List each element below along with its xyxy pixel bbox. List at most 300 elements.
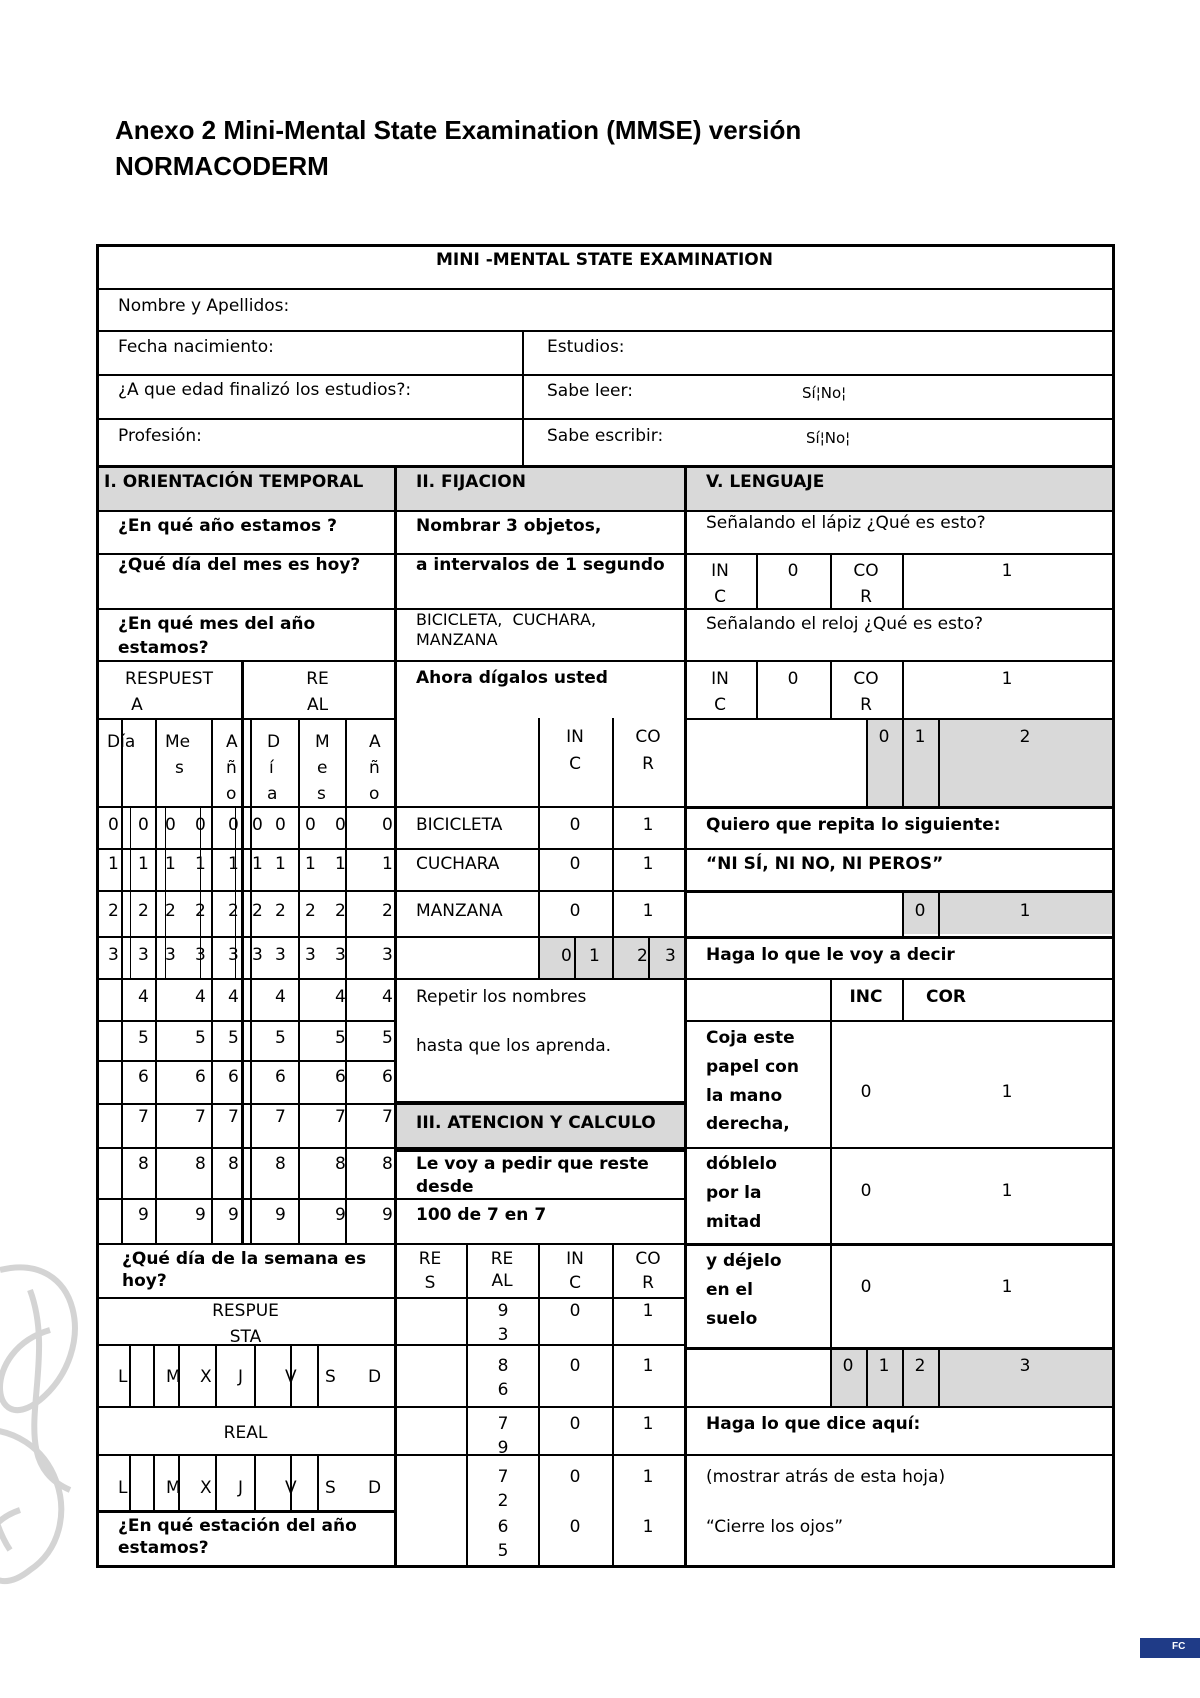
digit-cell[interactable]: 1: [335, 854, 346, 874]
digit-cell[interactable]: 3: [382, 945, 393, 965]
q-mes-2: estamos?: [118, 638, 209, 658]
grid-line-v: [241, 660, 244, 1243]
len-coja-2: papel con: [706, 1057, 799, 1077]
fij-score-1[interactable]: 1: [589, 946, 600, 966]
grid-line-h: [96, 418, 1112, 420]
section-orientacion: I. ORIENTACIÓN TEMPORAL: [104, 472, 364, 492]
digit-cell[interactable]: 8: [275, 1154, 286, 1174]
digit-cell[interactable]: 0: [108, 815, 119, 835]
grid-line-h: [684, 890, 1112, 893]
digit-cell[interactable]: 2: [195, 901, 206, 921]
grid-line-h: [96, 1406, 394, 1408]
digit-cell[interactable]: 8: [195, 1154, 206, 1174]
digit-cell[interactable]: 5: [275, 1028, 286, 1048]
grid-line-h: [96, 330, 1112, 332]
grid-line-h: [96, 1198, 394, 1200]
fij-item-manzana: MANZANA: [416, 901, 503, 921]
aten-res-1: RE: [418, 1249, 442, 1269]
weekday-cell[interactable]: J: [238, 1367, 244, 1387]
atencion-score-cell[interactable]: 1: [642, 1356, 654, 1376]
digit-cell[interactable]: 0: [165, 815, 176, 835]
aten-real-2: AL: [491, 1271, 513, 1291]
atencion-score-cell[interactable]: 1: [642, 1414, 654, 1434]
atencion-score-cell[interactable]: 1: [642, 1467, 654, 1487]
grid-line-h: [96, 374, 1112, 376]
grid-line-h: [684, 660, 1112, 662]
digit-cell[interactable]: 7: [335, 1107, 346, 1127]
len-doblelo-cor[interactable]: 1: [1001, 1181, 1013, 1201]
grid-line-h: [96, 244, 1112, 247]
fij-score-2[interactable]: 2: [637, 946, 648, 966]
digit-cell[interactable]: 9: [195, 1205, 206, 1225]
respue-label-1: RESPUE: [212, 1301, 279, 1321]
len-doblelo-3: mitad: [706, 1212, 762, 1232]
digit-cell[interactable]: 4: [138, 987, 149, 1007]
aten-cor-1: CO: [635, 1249, 661, 1269]
grid-line-h: [96, 1103, 394, 1105]
len-reloj-cor-2: R: [860, 695, 872, 715]
len-mostrar: (mostrar atrás de esta hoja): [706, 1467, 946, 1487]
len-lapiz-cor-2: R: [860, 587, 872, 607]
fij-score-0[interactable]: 0: [561, 946, 572, 966]
grid-line-h: [96, 1297, 394, 1299]
section-fijacion: II. FIJACION: [416, 472, 526, 492]
grid-line-h: [684, 936, 1112, 939]
q-semana-1: ¿Qué día de la semana es: [122, 1249, 367, 1269]
digit-cell[interactable]: 3: [275, 945, 286, 965]
fij-item-bicicleta: BICICLETA: [416, 815, 503, 835]
weekday-cell[interactable]: V: [285, 1367, 297, 1387]
grid-line-h: [684, 1454, 1112, 1456]
footer-badge-text: FC: [1172, 1641, 1186, 1652]
col-mes2-b: e: [317, 758, 328, 778]
footer-badge: [1140, 1638, 1200, 1658]
len-frase-score-0[interactable]: 0: [914, 901, 926, 921]
grid-line-h: [684, 848, 1112, 850]
grid-line-h: [684, 806, 1112, 809]
weekday-cell[interactable]: X: [200, 1367, 212, 1387]
len-lapiz-inc-1: IN: [711, 561, 729, 581]
len-dejelo-cor[interactable]: 1: [1001, 1277, 1013, 1297]
digit-cell[interactable]: 5: [195, 1028, 206, 1048]
digit-cell[interactable]: 0: [252, 815, 263, 835]
fij-intervalos: a intervalos de 1 segundo: [416, 555, 665, 575]
q-estacion-1: ¿En qué estación del año: [118, 1516, 357, 1536]
len-score1-2[interactable]: 2: [1019, 727, 1031, 747]
len-doblelo-1: dóblelo: [706, 1154, 777, 1174]
respuesta-label: RESPUEST: [125, 669, 213, 689]
digit-cell[interactable]: 6: [195, 1067, 206, 1087]
sabe-escribir-label: Sabe escribir:: [547, 426, 664, 446]
digit-cell[interactable]: 9: [275, 1205, 286, 1225]
len-score1-1[interactable]: 1: [914, 727, 926, 747]
atencion-score-cell[interactable]: 0: [569, 1414, 581, 1434]
fij-objetos-1: BICICLETA, CUCHARA,: [416, 610, 597, 629]
q-estacion-2: estamos?: [118, 1538, 209, 1558]
grid-line-v: [298, 718, 300, 1243]
digit-cell[interactable]: 3: [305, 945, 316, 965]
grid-line-h: [96, 936, 394, 938]
grid-line-v: [538, 936, 540, 978]
sabe-leer-options[interactable]: Sí¦No¦: [802, 384, 847, 402]
atencion-real-digit: 7: [497, 1414, 509, 1434]
grid-line-v: [130, 806, 131, 978]
digit-cell[interactable]: 1: [138, 854, 149, 874]
grid-line-h: [394, 1101, 684, 1104]
fij-score-3[interactable]: 3: [665, 946, 676, 966]
digit-cell[interactable]: 2: [275, 901, 286, 921]
title-line-1: Anexo 2 Mini-Mental State Examination (MMSE) versión: [115, 115, 802, 145]
atencion-score-cell[interactable]: 1: [642, 1517, 654, 1537]
fij-manzana-cor[interactable]: 1: [642, 901, 654, 921]
atencion-score-cell[interactable]: 1: [642, 1301, 654, 1321]
digit-cell[interactable]: 6: [382, 1067, 393, 1087]
digit-cell[interactable]: 8: [382, 1154, 393, 1174]
digit-cell[interactable]: 7: [382, 1107, 393, 1127]
grid-line-v: [250, 718, 252, 1243]
digit-cell[interactable]: 3: [335, 945, 346, 965]
digit-cell[interactable]: 0: [335, 815, 346, 835]
respuesta-label-2: A: [131, 695, 143, 715]
section-atencion: III. ATENCION Y CALCULO: [416, 1113, 656, 1133]
digit-cell[interactable]: 1: [305, 854, 316, 874]
grid-line-h: [96, 718, 394, 720]
col-mes-b: s: [175, 758, 184, 778]
real-weekday-label: REAL: [223, 1423, 268, 1443]
len-coja-3: la mano: [706, 1086, 783, 1106]
grid-line-h: [96, 848, 394, 850]
len-frase-score-1[interactable]: 1: [1019, 901, 1031, 921]
len-score3-2[interactable]: 2: [914, 1356, 926, 1376]
grid-line-h: [394, 1198, 684, 1200]
digit-cell[interactable]: 7: [138, 1107, 149, 1127]
digit-cell[interactable]: 6: [138, 1067, 149, 1087]
len-frase: “NI SÍ, NI NO, NI PEROS”: [706, 854, 944, 874]
grid-line-h: [684, 1243, 1112, 1246]
edad-label: ¿A que edad finalizó los estudios?:: [118, 380, 412, 400]
grid-line-h: [684, 1020, 1112, 1022]
grid-line-v: [1112, 244, 1115, 1568]
grid-line-h: [394, 1149, 684, 1152]
fij-repetir-1: Repetir los nombres: [416, 987, 587, 1007]
digit-cell[interactable]: 9: [382, 1205, 393, 1225]
grid-line-h: [684, 1147, 1112, 1149]
digit-cell[interactable]: 2: [228, 901, 239, 921]
fij-bicicleta-cor[interactable]: 1: [642, 815, 654, 835]
fij-cor-1: CO: [635, 727, 661, 747]
digit-cell[interactable]: 8: [138, 1154, 149, 1174]
len-reloj-inc-1: IN: [711, 669, 729, 689]
digit-cell[interactable]: 4: [195, 987, 206, 1007]
len-score3-0[interactable]: 0: [842, 1356, 854, 1376]
grid-line-h: [96, 1243, 394, 1245]
digit-cell[interactable]: 2: [138, 901, 149, 921]
grid-line-h: [394, 660, 684, 662]
col-dia2-b: í: [269, 758, 274, 778]
q-ano: ¿En qué año estamos ?: [118, 516, 337, 536]
grid-line-h: [96, 1565, 1112, 1568]
col-ano2-b: ñ: [369, 758, 380, 778]
digit-cell[interactable]: 9: [138, 1205, 149, 1225]
grid-line-h: [684, 978, 1112, 980]
weekday-cell[interactable]: X: [200, 1478, 212, 1498]
col-ano-c: o: [226, 784, 237, 804]
len-lapiz-cor-1: CO: [853, 561, 879, 581]
atencion-real-digit: 6: [497, 1380, 509, 1400]
aten-inc-2: C: [569, 1273, 581, 1293]
digit-cell[interactable]: 6: [335, 1067, 346, 1087]
digit-cell[interactable]: 1: [108, 854, 119, 874]
atencion-score-cell[interactable]: 0: [569, 1356, 581, 1376]
grid-line-h: [96, 1020, 394, 1022]
digit-cell[interactable]: 0: [275, 815, 286, 835]
grid-line-v: [155, 718, 157, 1243]
fij-inc-1: IN: [566, 727, 584, 747]
len-score3-3[interactable]: 3: [1019, 1356, 1031, 1376]
title-line-2: NORMACODERM: [115, 151, 329, 181]
digit-cell[interactable]: 2: [252, 901, 263, 921]
len-dejelo-1: y déjelo: [706, 1251, 782, 1271]
fij-bicicleta-inc[interactable]: 0: [569, 815, 581, 835]
real-label-2: AL: [306, 695, 329, 715]
weekday-cell[interactable]: D: [368, 1367, 382, 1387]
estudios-label: Estudios:: [547, 337, 625, 357]
sabe-leer-label: Sabe leer:: [547, 381, 633, 401]
len-coja-inc[interactable]: 0: [860, 1082, 872, 1102]
digit-cell[interactable]: 4: [275, 987, 286, 1007]
grid-line-v: [215, 1344, 217, 1406]
grid-line-v: [153, 1454, 155, 1510]
digit-cell[interactable]: 7: [228, 1107, 239, 1127]
fij-cuchara-cor[interactable]: 1: [642, 854, 654, 874]
len-dejelo-inc[interactable]: 0: [860, 1277, 872, 1297]
watermark-seal: [0, 1230, 110, 1650]
digit-cell[interactable]: 0: [305, 815, 316, 835]
grid-line-v: [96, 244, 99, 1568]
col-dia2-c: a: [267, 784, 278, 804]
digit-cell[interactable]: 4: [382, 987, 393, 1007]
len-lapiz-inc-2: C: [714, 587, 726, 607]
digit-cell[interactable]: 1: [195, 854, 206, 874]
col-ano2-c: o: [369, 784, 380, 804]
grid-line-v: [902, 978, 904, 1020]
digit-cell[interactable]: 2: [335, 901, 346, 921]
atencion-score-cell[interactable]: 0: [569, 1517, 581, 1537]
digit-cell[interactable]: 2: [305, 901, 316, 921]
fecha-label: Fecha nacimiento:: [118, 337, 274, 357]
len-cor-header: COR: [926, 987, 967, 1007]
fij-repetir-2: hasta que los aprenda.: [416, 1036, 612, 1056]
grid-line-v: [394, 465, 397, 1565]
grid-line-v: [153, 1344, 155, 1406]
digit-cell[interactable]: 1: [228, 854, 239, 874]
grid-line-h: [96, 288, 1112, 290]
grid-line-h: [684, 608, 1112, 610]
digit-cell[interactable]: 6: [275, 1067, 286, 1087]
len-reloj: Señalando el reloj ¿Qué es esto?: [706, 614, 984, 634]
fij-item-cuchara: CUCHARA: [416, 854, 500, 874]
table-title: MINI -MENTAL STATE EXAMINATION: [436, 250, 773, 270]
len-doblelo-inc[interactable]: 0: [860, 1181, 872, 1201]
weekday-cell[interactable]: J: [238, 1478, 244, 1498]
atencion-score-cell[interactable]: 0: [569, 1301, 581, 1321]
digit-cell[interactable]: 6: [228, 1067, 239, 1087]
digit-cell[interactable]: 8: [228, 1154, 239, 1174]
weekday-cell[interactable]: M: [166, 1367, 181, 1387]
grid-line-h: [96, 1147, 394, 1149]
grid-line-v: [215, 1454, 217, 1510]
col-ano-a: A: [226, 732, 238, 752]
q-dia: ¿Qué día del mes es hoy?: [118, 555, 361, 575]
grid-line-v: [129, 1454, 131, 1510]
len-haga-dice: Haga lo que dice aquí:: [706, 1414, 921, 1434]
len-score3-1[interactable]: 1: [878, 1356, 890, 1376]
digit-cell[interactable]: 9: [335, 1205, 346, 1225]
len-coja-4: derecha,: [706, 1114, 790, 1134]
digit-cell[interactable]: 4: [228, 987, 239, 1007]
digit-cell[interactable]: 7: [275, 1107, 286, 1127]
profesion-label: Profesión:: [118, 426, 202, 446]
nombre-label: Nombre y Apellidos:: [118, 296, 290, 316]
digit-cell[interactable]: 5: [382, 1028, 393, 1048]
digit-cell[interactable]: 4: [335, 987, 346, 1007]
len-coja-cor[interactable]: 1: [1001, 1082, 1013, 1102]
q-semana-2: hoy?: [122, 1271, 167, 1291]
digit-cell[interactable]: 2: [108, 901, 119, 921]
fij-manzana-inc[interactable]: 0: [569, 901, 581, 921]
weekday-cell[interactable]: L: [118, 1367, 128, 1387]
digit-cell[interactable]: 1: [382, 854, 393, 874]
digit-cell[interactable]: 3: [195, 945, 206, 965]
len-lapiz-zero[interactable]: 0: [787, 561, 799, 581]
grid-line-v: [648, 936, 650, 978]
shade-fij-score: [538, 936, 684, 978]
grid-line-h: [684, 1347, 1112, 1350]
fij-objetos-2: MANZANA: [416, 630, 498, 649]
len-reloj-cor-1: CO: [853, 669, 879, 689]
grid-line-v: [612, 936, 614, 978]
grid-line-h: [684, 553, 1112, 555]
weekday-cell[interactable]: D: [368, 1478, 382, 1498]
digit-cell[interactable]: 5: [228, 1028, 239, 1048]
fij-digalos: Ahora dígalos usted: [416, 668, 608, 688]
digit-cell[interactable]: 9: [228, 1205, 239, 1225]
digit-cell[interactable]: 2: [382, 901, 393, 921]
len-doblelo-2: por la: [706, 1183, 762, 1203]
grid-line-h: [96, 890, 394, 892]
len-haga: Haga lo que le voy a decir: [706, 945, 955, 965]
len-lapiz: Señalando el lápiz ¿Qué es esto?: [706, 513, 986, 533]
atencion-real-digit: 9: [497, 1438, 509, 1458]
digit-cell[interactable]: 2: [165, 901, 176, 921]
col-dia: Día: [107, 732, 136, 752]
grid-line-v: [254, 1454, 256, 1510]
col-ano2-a: A: [369, 732, 381, 752]
digit-cell[interactable]: 3: [108, 945, 119, 965]
len-inc-header: INC: [849, 987, 883, 1007]
digit-cell[interactable]: 3: [252, 945, 263, 965]
digit-cell[interactable]: 0: [382, 815, 393, 835]
atencion-score-cell[interactable]: 0: [569, 1467, 581, 1487]
weekday-cell[interactable]: M: [166, 1478, 181, 1498]
grid-line-h: [96, 806, 394, 808]
grid-line-h: [96, 978, 394, 980]
col-ano-b: ñ: [226, 758, 237, 778]
respue-label-2: STA: [229, 1327, 262, 1347]
digit-cell[interactable]: 1: [252, 854, 263, 874]
atencion-real-digit: 2: [497, 1491, 509, 1511]
len-reloj-one[interactable]: 1: [1001, 669, 1013, 689]
digit-cell[interactable]: 1: [165, 854, 176, 874]
aten-real-1: RE: [490, 1249, 514, 1269]
digit-cell[interactable]: 0: [195, 815, 206, 835]
digit-cell[interactable]: 0: [138, 815, 149, 835]
grid-line-h: [684, 718, 1112, 720]
grid-line-v: [574, 936, 576, 978]
aten-cor-2: R: [642, 1273, 654, 1293]
len-reloj-zero[interactable]: 0: [787, 669, 799, 689]
grid-line-h: [96, 1060, 394, 1062]
grid-line-h: [96, 608, 394, 610]
digit-cell[interactable]: 8: [335, 1154, 346, 1174]
digit-cell[interactable]: 7: [195, 1107, 206, 1127]
digit-cell[interactable]: 3: [165, 945, 176, 965]
atencion-real-digit: 5: [497, 1541, 509, 1561]
weekday-cell[interactable]: L: [118, 1478, 128, 1498]
weekday-cell[interactable]: S: [325, 1367, 336, 1387]
grid-line-v: [121, 718, 123, 1243]
grid-line-v: [254, 1344, 256, 1406]
len-dejelo-2: en el: [706, 1280, 753, 1300]
col-mes2-c: s: [317, 784, 326, 804]
fij-nombrar: Nombrar 3 objetos,: [416, 516, 602, 536]
col-mes-a: Me: [165, 732, 191, 752]
digit-cell[interactable]: 0: [228, 815, 239, 835]
len-cierre: “Cierre los ojos”: [706, 1517, 843, 1537]
atencion-real-digit: 7: [497, 1467, 509, 1487]
col-mes2-a: M: [315, 732, 330, 752]
len-lapiz-one[interactable]: 1: [1001, 561, 1013, 581]
len-score1-0[interactable]: 0: [878, 727, 890, 747]
fij-cuchara-inc[interactable]: 0: [569, 854, 581, 874]
sabe-escribir-options[interactable]: Sí¦No¦: [806, 429, 851, 447]
aten-pedir-1: Le voy a pedir que reste: [416, 1154, 649, 1174]
len-coja-1: Coja este: [706, 1028, 795, 1048]
grid-line-h: [394, 978, 684, 980]
grid-line-h: [96, 1510, 394, 1513]
grid-line-h: [96, 1454, 394, 1456]
digit-cell[interactable]: 5: [138, 1028, 149, 1048]
grid-line-v: [684, 465, 687, 1565]
atencion-real-digit: 3: [497, 1325, 509, 1345]
atencion-real-digit: 9: [497, 1301, 509, 1321]
grid-line-h: [684, 1406, 1112, 1408]
digit-cell[interactable]: 3: [228, 945, 239, 965]
len-dejelo-3: suelo: [706, 1309, 758, 1329]
weekday-cell[interactable]: S: [325, 1478, 336, 1498]
aten-res-2: S: [424, 1273, 436, 1293]
digit-cell[interactable]: 3: [138, 945, 149, 965]
grid-line-v: [211, 718, 213, 1243]
section-lenguaje: V. LENGUAJE: [706, 472, 825, 492]
digit-cell[interactable]: 1: [275, 854, 286, 874]
aten-inc-1: IN: [566, 1249, 584, 1269]
document-title: [115, 112, 1015, 184]
digit-cell[interactable]: 5: [335, 1028, 346, 1048]
fij-cor-2: R: [642, 754, 654, 774]
weekday-cell[interactable]: V: [285, 1478, 297, 1498]
col-dia2-a: D: [267, 732, 281, 752]
